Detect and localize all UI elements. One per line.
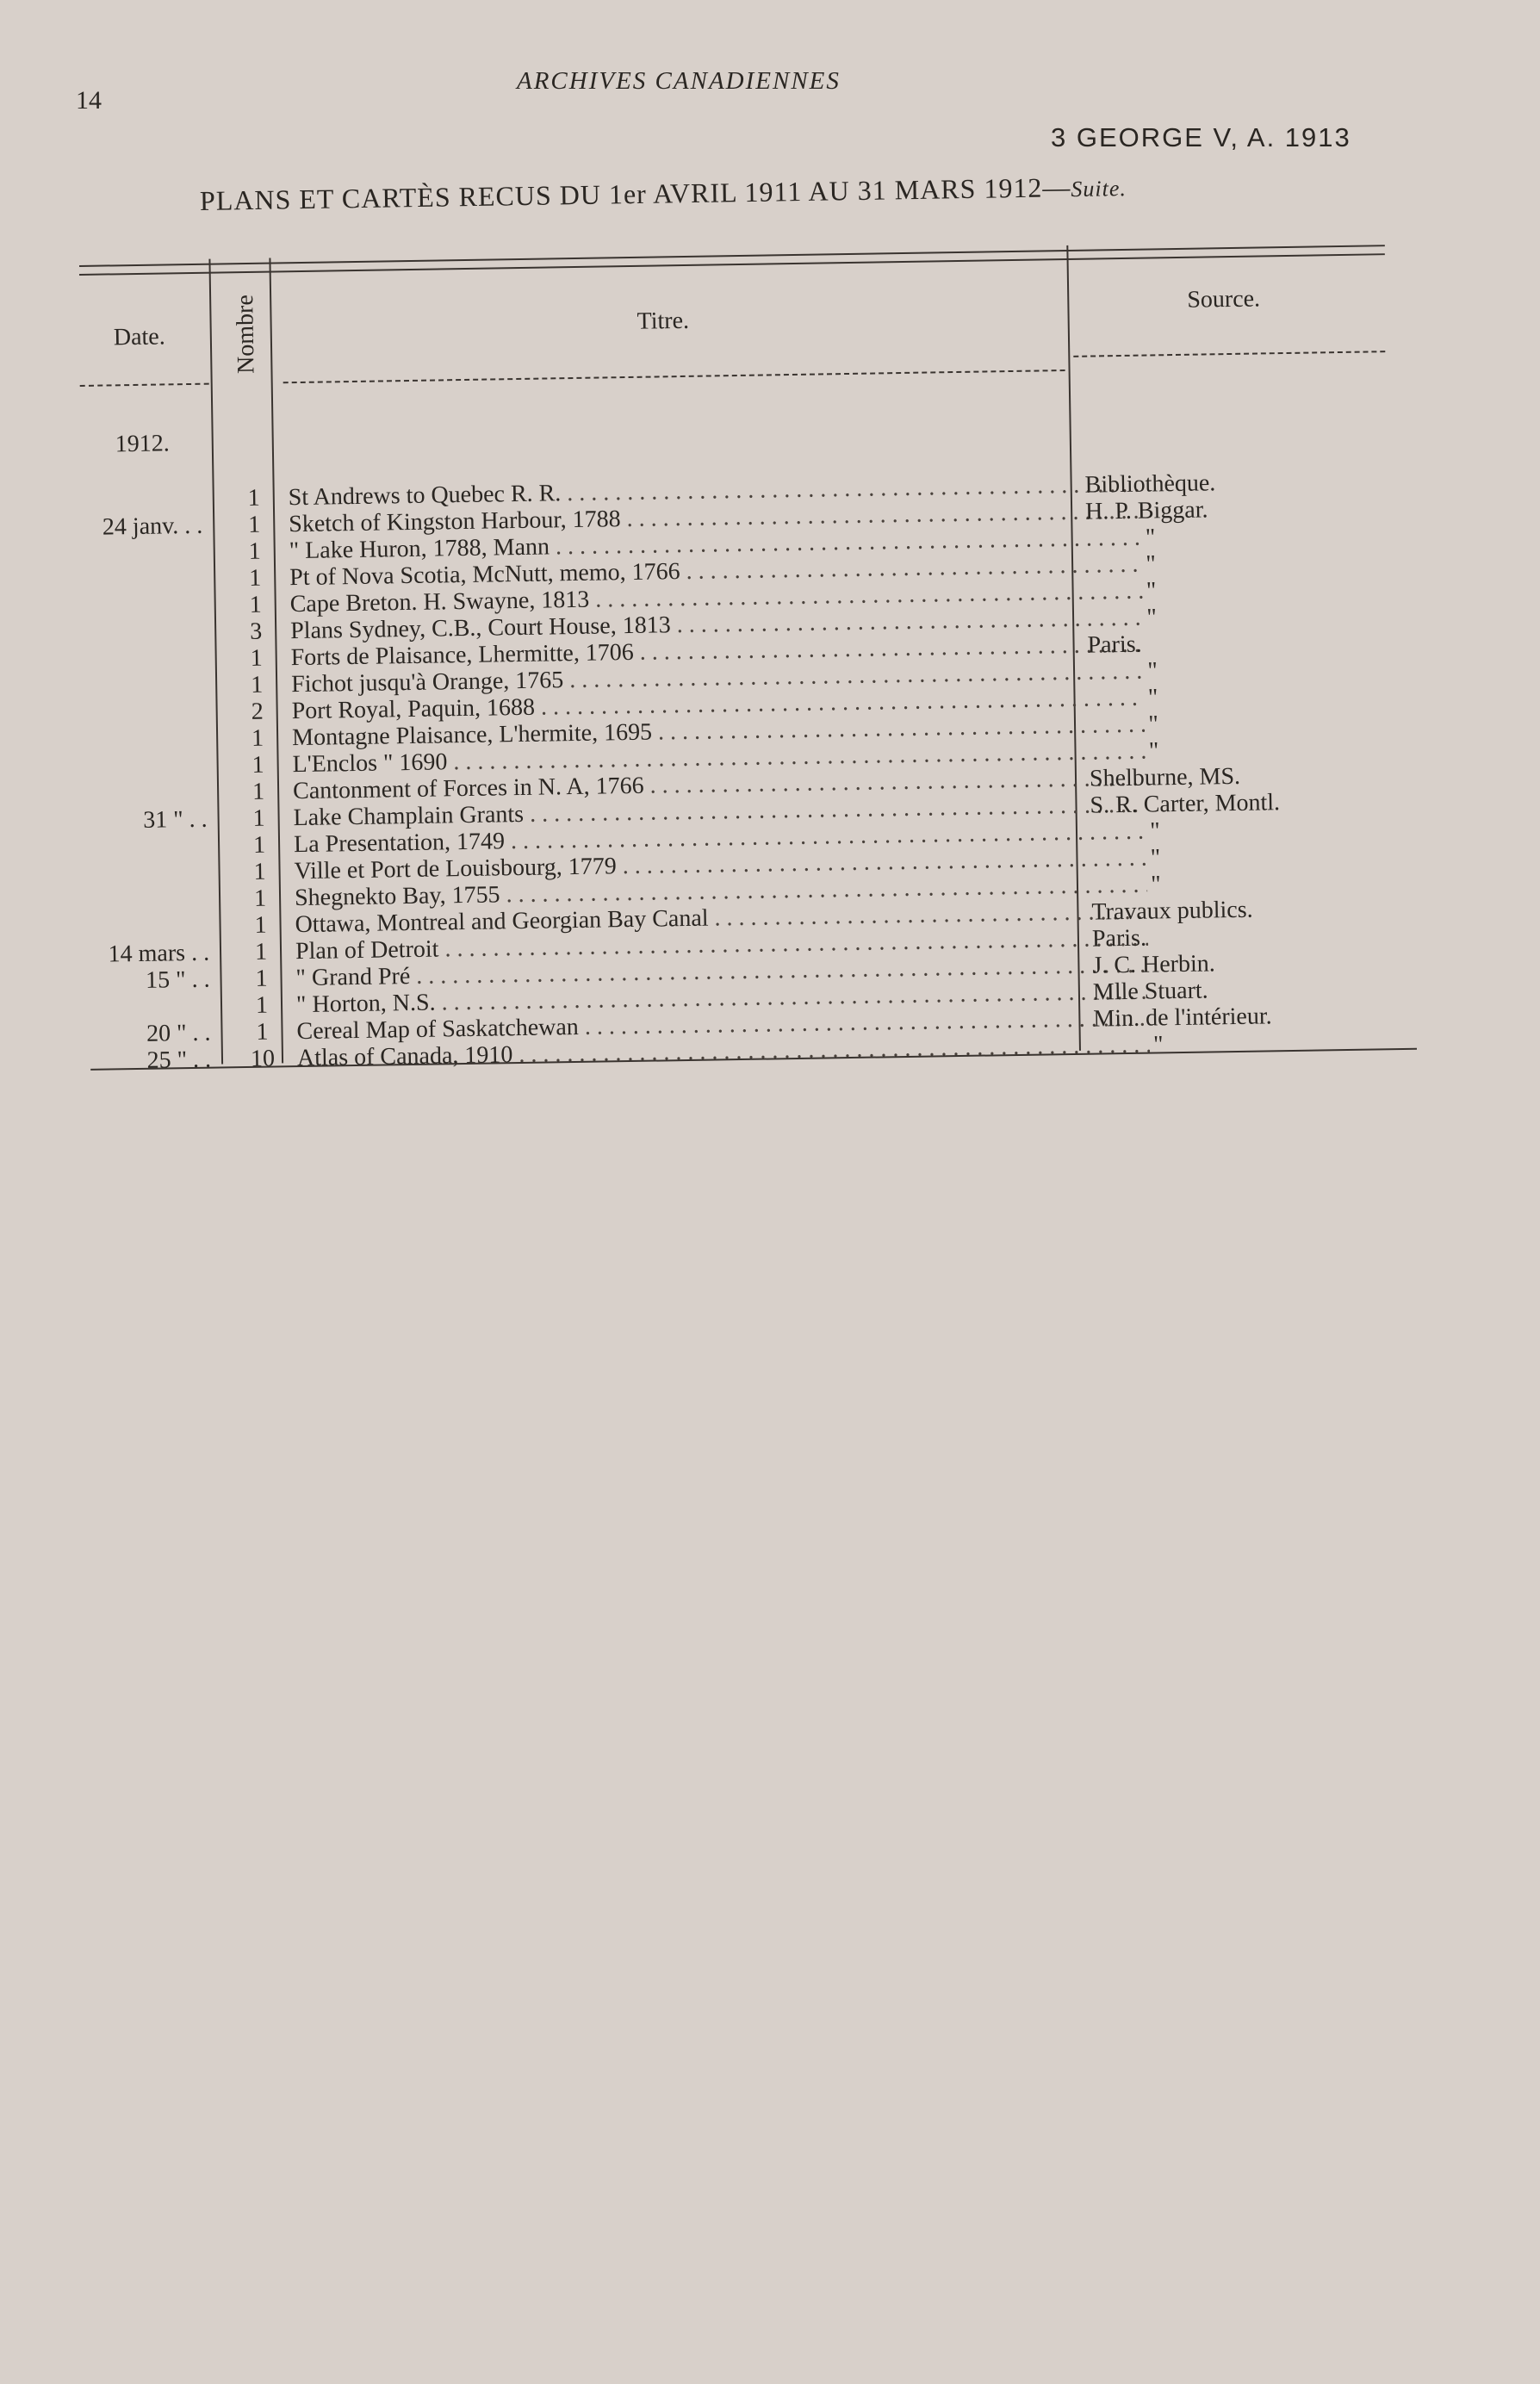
table-title xyxy=(200,171,1127,217)
row-source: Min. de l'intérieur. xyxy=(1093,1003,1272,1033)
row-titre: Ville et Port de Louisbourg, 1779 . . . xyxy=(294,844,1146,886)
row-titre: St Andrews to Quebec R. R. . . . xyxy=(289,470,1141,512)
row-date: 14 mars . . xyxy=(108,939,210,968)
row-titre: Atlas of Canada, 1910 . . . xyxy=(297,1031,1150,1073)
row-source: " xyxy=(1147,684,1158,711)
column-header-source: Source. xyxy=(1187,285,1261,314)
row-nombre: 1 xyxy=(248,511,261,538)
row-nombre: 1 xyxy=(254,911,267,939)
row-titre: La Presentation, 1749 . . . xyxy=(294,817,1146,860)
row-titre: Montagne Plaisance, L'hermite, 1695 . . . xyxy=(292,711,1145,753)
row-source: " xyxy=(1152,1031,1164,1059)
row-nombre: 1 xyxy=(252,831,266,859)
row-nombre: 1 xyxy=(247,484,261,512)
row-titre: Sketch of Kingston Harbour, 1788 . . . xyxy=(289,497,1141,539)
row-source: " xyxy=(1145,524,1156,551)
row-source: " xyxy=(1151,871,1161,898)
row-source: S. R. Carter, Montl. xyxy=(1090,789,1281,819)
row-nombre: 1 xyxy=(251,751,264,779)
row-source: Bibliothèque. xyxy=(1084,469,1216,499)
row-nombre: 1 xyxy=(250,644,263,672)
row-titre: Shegnekto Bay, 1755 . . . xyxy=(295,871,1147,913)
header-underline-titre xyxy=(283,369,1065,383)
running-title: ARCHIVES CANADIENNES xyxy=(517,67,841,95)
table-title-text: PLANS ET CARTÈS RECUS DU 1er AVRIL 1911 AU 31 MARS 1912— xyxy=(199,171,1071,216)
row-date: 31 " . . xyxy=(142,805,208,834)
row-date: 20 " . . xyxy=(146,1019,211,1047)
row-titre: Lake Champlain Grants . . . xyxy=(293,791,1146,833)
row-date: 24 janv. . . xyxy=(102,512,203,541)
row-source: " xyxy=(1146,550,1157,578)
column-header-date: Date. xyxy=(113,323,165,351)
row-nombre: 1 xyxy=(251,778,265,805)
row-titre: Plans Sydney, C.B., Court House, 1813 . . . xyxy=(290,604,1143,646)
row-date: 15 " . . xyxy=(145,965,210,994)
row-nombre: 2 xyxy=(251,698,264,725)
row-source: " xyxy=(1147,657,1158,685)
row-titre: Cantonment of Forces in N. A, 1766 . . . xyxy=(293,764,1146,806)
row-titre: " Grand Pré . . . xyxy=(295,951,1148,993)
row-titre: " Lake Huron, 1788, Mann . . . xyxy=(289,524,1141,566)
row-nombre: 1 xyxy=(249,564,262,592)
row-nombre: 1 xyxy=(255,991,269,1019)
row-titre: Cereal Map of Saskatchewan . . . xyxy=(296,1004,1149,1046)
row-titre: Forts de Plaisance, Lhermitte, 1706 . . . xyxy=(290,630,1143,673)
row-source: " xyxy=(1146,604,1158,631)
row-titre: L'Enclos " 1690 . . . xyxy=(292,737,1145,779)
row-titre: Plan of Detroit . . . xyxy=(295,924,1148,966)
row-date: 25 " . . xyxy=(146,1046,212,1074)
row-date xyxy=(82,485,211,487)
row-source: " xyxy=(1150,817,1160,845)
row-source: " xyxy=(1150,844,1161,872)
row-source: H. P. Biggar. xyxy=(1084,496,1208,525)
row-source: Shelburne, MS. xyxy=(1089,762,1241,792)
header-underline-date xyxy=(80,383,209,387)
row-titre: Port Royal, Paquin, 1688 . . . xyxy=(291,684,1144,726)
row-nombre: 1 xyxy=(252,804,265,832)
row-source: Paris. xyxy=(1087,630,1142,659)
column-header-nombre: Nombre xyxy=(232,294,260,375)
row-titre: Cape Breton. H. Swayne, 1813 . . . xyxy=(289,577,1142,619)
row-source: J. C. Herbin. xyxy=(1092,950,1215,979)
column-header-titre: Titre. xyxy=(636,307,690,335)
row-source: Travaux publics. xyxy=(1091,896,1253,926)
row-titre: " Horton, N.S. . . . xyxy=(296,978,1149,1020)
session-line: 3 GEORGE V, A. 1913 xyxy=(1051,122,1351,152)
row-source: Mlle Stuart. xyxy=(1092,977,1208,1006)
row-nombre: 3 xyxy=(249,618,263,645)
table-title-suite: Suite. xyxy=(1071,176,1127,202)
ledger-table xyxy=(78,216,1417,1081)
row-titre: Ottawa, Montreal and Georgian Bay Canal . . . xyxy=(295,897,1147,940)
row-nombre: 1 xyxy=(248,537,262,565)
row-source: " xyxy=(1148,711,1159,738)
row-nombre: 1 xyxy=(255,965,268,992)
row-nombre: 1 xyxy=(253,858,266,885)
row-nombre: 1 xyxy=(250,671,264,698)
row-nombre: 10 xyxy=(250,1045,276,1072)
row-source: " xyxy=(1148,737,1159,765)
row-nombre: 1 xyxy=(249,591,262,618)
row-titre: Fichot jusqu'à Orange, 1765 . . . xyxy=(291,657,1144,699)
row-titre: Pt of Nova Scotia, McNutt, memo, 1766 . . . xyxy=(289,550,1142,593)
row-nombre: 1 xyxy=(256,1018,269,1046)
header-underline-source xyxy=(1073,351,1385,357)
row-nombre: 1 xyxy=(253,885,267,912)
row-nombre: 1 xyxy=(251,724,264,752)
row-source: Paris. xyxy=(1091,924,1147,953)
page-number: 14 xyxy=(76,86,102,115)
year-label: 1912. xyxy=(115,430,171,458)
row-source: " xyxy=(1146,577,1157,605)
row-nombre: 1 xyxy=(254,938,268,965)
